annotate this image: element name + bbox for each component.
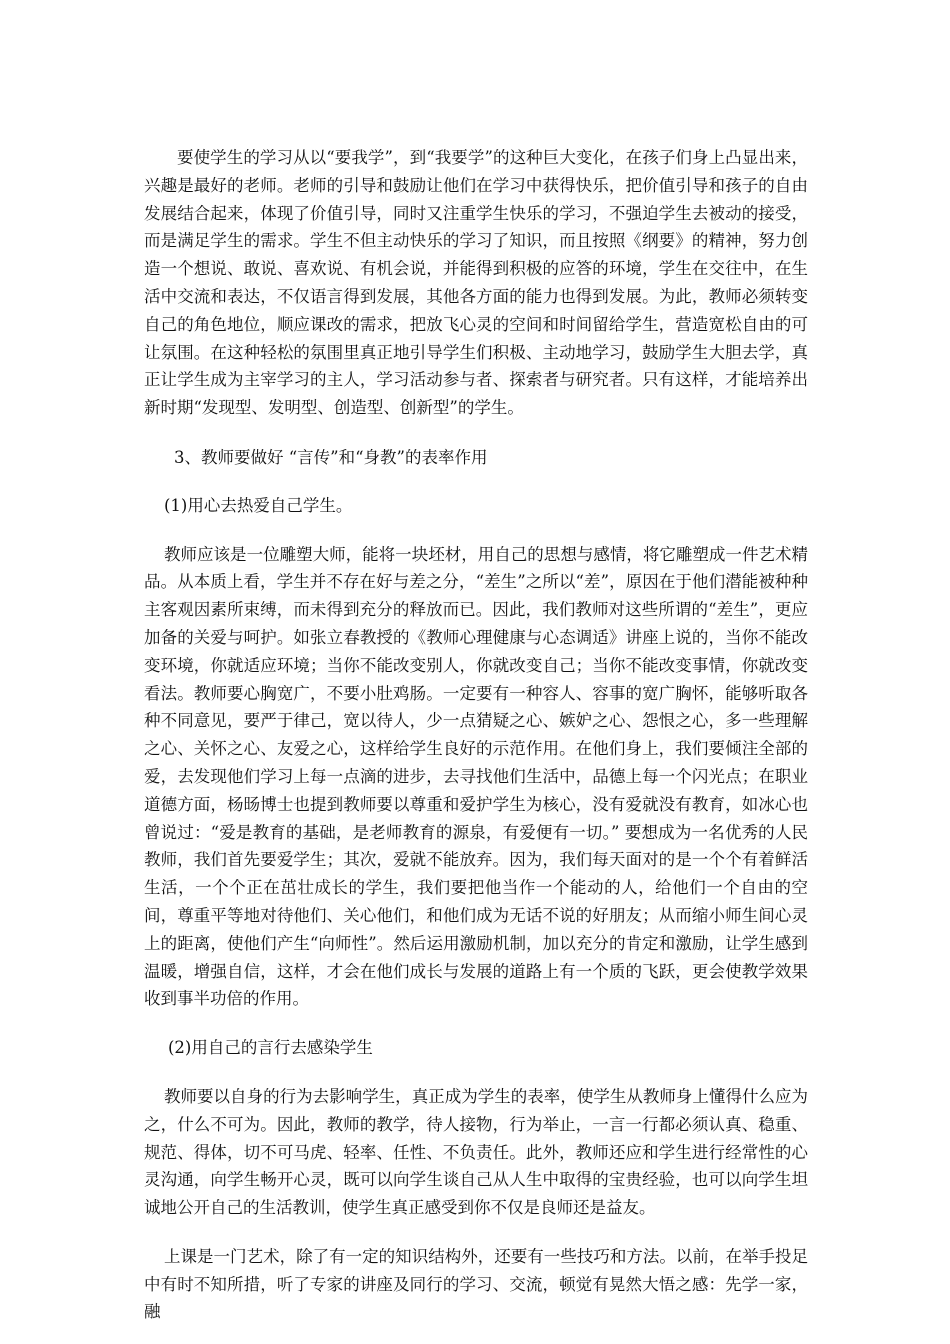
document-page: [144, 144, 808, 1326]
subsection-heading: (1)用心去热爱自己学生。: [164, 495, 353, 515]
body-paragraph: 教师要以自身的行为去影响学生，真正成为学生的表率，使学生从教师身上懂得什么应为之，什么不可为。因此，教师的教学，待人接物，行为举止，一言一行都必须认真、稳重、规范、得体，切不可马虎、轻率、任性、不负责任。此外，教师还应和学生进行经常性的心灵沟通，向学生畅开心灵，既可以向学生谈自己从人生中取得的宝贵经验，也可以向学生坦诚地公开自己的生活教训，使学生真正感受到你不仅是良师还是益友。: [144, 1086, 808, 1218]
section-heading: 3、教师要做好 “言传”和“身教”的表率作用: [174, 447, 488, 467]
body-paragraph: 上课是一门艺术，除了有一定的知识结构外，还要有一些技巧和方法。以前，在举手投足中有时不知所措，听了专家的讲座及同行的学习、交流，顿觉有晃然大悟之感：先学一家，融: [144, 1246, 808, 1322]
body-paragraph: 要使学生的学习从以“要我学”，到“我要学”的这种巨大变化，在孩子们身上凸显出来，兴趣是最好的老师。老师的引导和鼓励让他们在学习中获得快乐，把价值引导和孩子的自由发展结合起来，体现了价值引导，同时又注重学生快乐的学习，不强迫学生去被动的接受，而是满足学生的需求。学生不但主动快乐的学习了知识，而且按照《纲要》的精神，努力创造一个想说、敢说、喜欢说、有机会说，并能得到积极的应答的环境，学生在交往中，在生活中交流和表达，不仅语言得到发展，其他各方面的能力也得到发展。为此，教师必须转变自己的角色地位，顺应课改的需求，把放飞心灵的空间和时间留给学生，营造宽松自由的可让氛围。在这种轻松的氛围里真正地引导学生们积极、主动地学习，鼓励学生大胆去学，真正让学生成为主宰学习的主人，学习活动参与者、探索者与研究者。只有这样，才能培养出新时期“发现型、发明型、创造型、创新型”的学生。: [144, 148, 808, 418]
body-paragraph: 教师应该是一位雕塑大师，能将一块坯材，用自己的思想与感情，将它雕塑成一件艺术精品。从本质上看，学生并不存在好与差之分，“差生”之所以“差”，原因在于他们潜能被种种主客观因素所束缚，而未得到充分的释放而已。因此，我们教师对这些所谓的“差生”，更应加备的关爱与呵护。如张立春教授的《教师心理健康与心态调适》讲座上说的，当你不能改变环境，你就适应环境；当你不能改变别人，你就改变自己；当你不能改变事情，你就改变看法。教师要心胸宽广，不要小肚鸡肠。一定要有一种容人、容事的宽广胸怀，能够听取各种不同意见，要严于律己，宽以待人，少一点猜疑之心、嫉妒之心、怨恨之心，多一些理解之心、关怀之心、友爱之心，这样给学生良好的示范作用。在他们身上，我们要倾注全部的爱，去发现他们学习上每一点滴的进步，去寻找他们生活中，品德上每一个闪光点；在职业道德方面，杨旸博士也提到教师要以尊重和爱护学生为核心，没有爱就没有教育，如冰心也曾说过：“爱是教育的基础，是老师教育的源泉，有爱便有一切。” 要想成为一名优秀的人民教师，我们首先要爱学生；其次，爱就不能放弃。因为，我们每天面对的是一个个有着鲜活生活，一个个正在茁壮成长的学生，我们要把他当作一个能动的人，给他们一个自由的空间，尊重平等地对待他们、关心他们，和他们成为无话不说的好朋友；从而缩小师生间心灵上的距离，使他们产生“向师性”。然后运用激励机制，加以充分的肯定和激励，让学生感到温暖，增强自信，这样，才会在他们成长与发展的道路上有一个质的飞跃，更会使教学效果收到事半功倍的作用。: [144, 544, 808, 1009]
subsection-heading: (2)用自己的言行去感染学生: [168, 1038, 373, 1058]
